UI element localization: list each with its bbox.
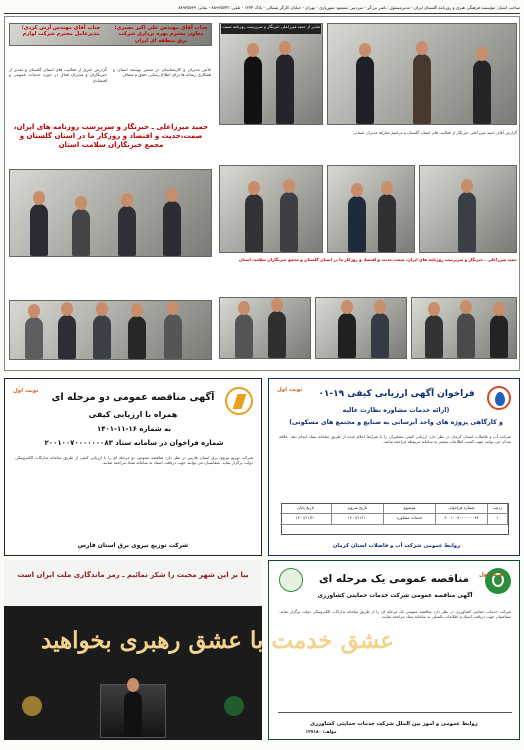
agriculture-seal-icon: [279, 568, 303, 592]
person: [245, 194, 263, 252]
person: [413, 54, 431, 124]
electric-subtitle: همراه با ارزیابی کیفی: [88, 410, 178, 419]
left-column-text: گزارش خبری از فعالیت های استان گلستان و تقدیر از خبرنگاران و مدیران فعال در حوزه خدمات عمومی و اقتصادی: [9, 67, 107, 83]
person: [58, 315, 76, 359]
photo-left-group: [9, 169, 212, 257]
second-column-text: تلاش مدیران و کارشناسان در مسیر توسعه استان و همکاری رسانه ها برای اطلاع رسانی دقیق و شفاف: [113, 67, 211, 78]
person: [280, 192, 298, 252]
person: [458, 192, 476, 252]
table-header-cell: شماره فراخوان: [436, 504, 488, 514]
photo-center-right: [327, 165, 415, 253]
flag-emblem-icon: [22, 696, 42, 716]
agriculture-footer: روابط عمومی و امور بین الملل شرکت خدمات حمایتی کشاورزی: [310, 721, 478, 727]
table-header-cell: ردیف: [488, 504, 508, 514]
sanitation-company: روابط عمومی شرکت آب و فاضلاب استان کرمان: [332, 543, 461, 549]
organization-emblem-icon: [224, 696, 244, 716]
table-value-cell: ۲۰۰۱۰۰۷۰۰۰۰۰۰۰۸۳: [436, 514, 488, 525]
person: [371, 313, 389, 358]
agriculture-license: مؤلف: ۱۳۷۱۸۰: [305, 730, 337, 735]
sanitation-title: فراخوان آگهی ارزیابی کیفی ۱۹-۰۱: [318, 389, 475, 399]
electric-logo-icon: [225, 387, 253, 415]
photo-bottom-left: [219, 297, 311, 359]
table-header-cell: موضوع: [384, 504, 436, 514]
sanitation-line-two: و کارگاهی پروژه های واحد آبرسانی به صنایع و مجتمع های مسکونی): [289, 419, 503, 426]
official-photo: [100, 684, 166, 738]
electric-side-label: نوبت اول: [13, 388, 39, 394]
person: [72, 209, 90, 256]
table-header-cell: تاریخ پایان: [280, 504, 332, 514]
condolence-ribbon: بیا بر این شهر محبت را شکر نمائیم ـ رمز ماندگاری ملت ایران است: [17, 571, 249, 579]
right-caption: گزارش آقای حمید میرزاعلی خبرنگار از فعالیت های استان گلستان و مراسم معارفه مدیران استانی: [353, 130, 517, 135]
person: [378, 194, 396, 252]
electric-stage: شماره فراخوان در سامانه ستاد ۲۰۰۱۰۰۷۰۰۰۰۰۰۰۸۳: [44, 439, 224, 447]
table-value-cell: خدمات مشاوره: [384, 514, 436, 525]
photo-banner: تقدیر از حمید میرزاعلی خبرنگار و سرپرست روزنامه صمت: [221, 24, 321, 34]
photo-window-group: [419, 165, 517, 253]
electric-body-text: شرکت توزیع نیروی برق استان فارس در نظر دارد مناقصه عمومی دو مرحله ای را با ارزیابی کیفی از طریق سامانه تدارکات الکترونیکی دولت برگزار نماید. متقاضیان می توانند جهت دریافت اسناد به سامانه ستاد مراجعه نمایند.: [15, 455, 253, 466]
sanitation-body-text: شرکت آب و فاضلاب استان کرمان در نظر دارد ارزیابی کیفی مشاوران را با شرایط اعلام شده از طریق سامانه ستاد انجام دهد. علاقه مندان می توانند جهت کسب اطلاعات بیشتر به سامانه مربوطه مراجعه نمایند.: [279, 434, 511, 444]
electric-number: به شماره ۱۶-۱۱-۱۴۰۱: [96, 425, 172, 433]
person: [457, 313, 475, 358]
water-drop-icon: [495, 392, 505, 406]
person: [244, 56, 262, 124]
left-small-title: جناب آقای مهندس آرش کردی؛ مدیرعامل محترم شرکت لوازم: [21, 25, 101, 38]
right-small-title: جناب آقای مهندس علی اکبر نصیری؛ معاون محترم بهره برداری شرکت برق منطقه ای ایران: [114, 25, 208, 44]
top-news-section: [4, 16, 520, 371]
table-value-cell: ۱۴۰۱/۱۱/۱۰: [332, 514, 384, 525]
person: [425, 315, 443, 358]
photo-center-left: [219, 165, 323, 253]
sanitation-table: [281, 503, 509, 535]
table-value-cell: ۱: [488, 514, 508, 525]
table-value-cell: ۱۴۰۱/۱۱/۲۰: [280, 514, 332, 525]
person: [338, 313, 356, 358]
agriculture-label: نوبت اول: [479, 572, 505, 578]
sanitation-stamp: نوبت اول: [277, 387, 303, 393]
person: [128, 316, 146, 359]
center-caption: حمید میرزاعلی ـ خبرنگار و سرپرست روزنامه های ایران، صمت،حدیث و اقتصاد و روزکار ما در استان گلستان و مجمع خبرنگاران سلامت استان: [238, 257, 517, 262]
electric-tender-ad: [4, 378, 262, 556]
person: [93, 315, 111, 359]
person: [490, 315, 508, 358]
electric-title: آگهی مناقصه عمومی دو مرحله ای: [51, 392, 215, 403]
photo-ceremony: [219, 23, 323, 125]
masthead: صاحب امتیاز: مؤسسه فرهنگی هنری و روزنامه گلستان ایران - مدیرمسئول: ناصر برزگر - سردبیر: مسعود شهریاری - تهران - خیابان کارگر شمالی - پلاک ۱۲۳۴ - تلفن: ۸۸۹۳۵۷۴۲ - نمابر: ۸۸۹۳۵۷۳۹: [4, 2, 520, 14]
photo-group-left-bottom: [9, 300, 212, 360]
person: [30, 204, 48, 256]
table-header-cell: تاریخ شروع: [332, 504, 384, 514]
person: [25, 317, 43, 359]
person: [268, 311, 286, 358]
photo-bottom-right: [411, 297, 517, 359]
person: [276, 54, 294, 124]
person: [348, 196, 366, 252]
person: [356, 56, 374, 124]
agriculture-title: مناقصه عمومی یک مرحله ای: [318, 573, 470, 585]
photo-right-trio: [327, 23, 517, 125]
calligraphy-title: عشق خدمت با عشق رهبری بخواهید: [41, 627, 395, 654]
left-headline: حمید میرزاعلی ـ خبرنگار و سرپرست روزنامه های ایران، صمت،حدیث و اقتصاد و روزکار ما در استان گلستان و مجمع خبرنگاران سلامت استان: [13, 123, 209, 149]
person: [473, 60, 491, 124]
lightning-icon: [233, 394, 247, 409]
divider: [278, 712, 512, 713]
agriculture-body-text: شرکت خدمات حمایتی کشاورزی در نظر دارد مناقصه عمومی یک مرحله ای را از طریق سامانه تدارکات الکترونیکی دولت برگزار نماید. متقاضیان جهت دریافت اسناد و اطلاعات تکمیلی به سامانه ستاد مراجعه نمایند.: [279, 609, 511, 619]
person: [163, 201, 181, 256]
person: [235, 314, 253, 358]
person: [124, 691, 142, 737]
photo-bottom-center: [315, 297, 407, 359]
sanitation-ad: [268, 378, 520, 556]
person: [164, 314, 182, 359]
electric-company: شرکت توزیع نیروی برق استان فارس: [77, 542, 189, 549]
sanitation-line-one: (ارائه خدمات مشاوره نظارت عالیه: [342, 407, 450, 414]
agriculture-subtitle: آگهی مناقصه عمومی شرکت خدمات حمایتی کشاورزی: [317, 593, 473, 599]
person: [118, 206, 136, 256]
